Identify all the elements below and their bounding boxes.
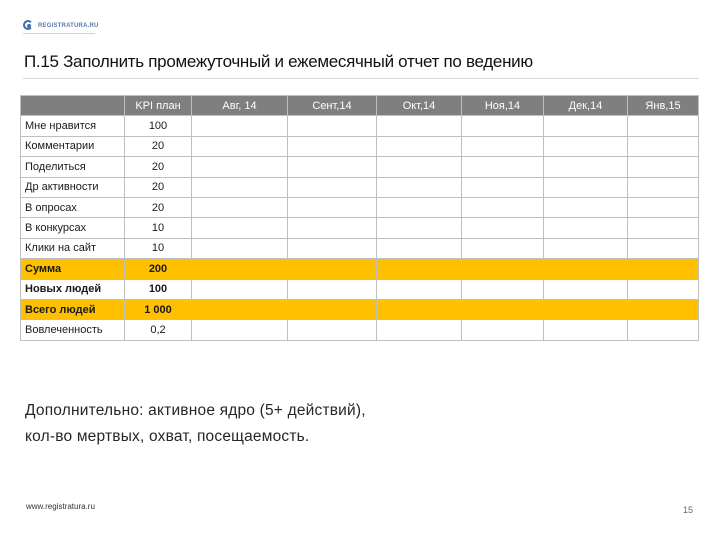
month-cell <box>544 116 628 136</box>
table-row <box>21 320 699 340</box>
row-plan-value: 10 <box>125 218 192 238</box>
logo-divider <box>23 33 95 34</box>
row-plan-value: 20 <box>125 157 192 177</box>
table-header-month: Ноя,14 <box>462 96 544 116</box>
row-plan-value: 20 <box>125 136 192 156</box>
month-cell <box>288 320 377 340</box>
month-cell <box>377 136 462 156</box>
month-cell <box>377 279 462 299</box>
month-cell <box>288 259 377 279</box>
month-cell <box>288 177 377 197</box>
month-cell <box>628 320 699 340</box>
month-cell <box>628 218 699 238</box>
month-cell <box>288 116 377 136</box>
month-cell <box>462 259 544 279</box>
title-divider <box>23 78 699 79</box>
row-label: Др активности <box>21 177 125 197</box>
table-header-month: Авг, 14 <box>192 96 288 116</box>
table-header-month: Янв,15 <box>628 96 699 116</box>
table-header-row <box>21 96 699 116</box>
month-cell <box>462 136 544 156</box>
additional-note <box>25 398 366 450</box>
month-cell <box>288 218 377 238</box>
month-cell <box>628 136 699 156</box>
month-cell <box>192 259 288 279</box>
month-cell <box>544 279 628 299</box>
month-cell <box>462 320 544 340</box>
row-plan-value: 20 <box>125 197 192 217</box>
table-row <box>21 279 699 299</box>
month-cell <box>192 157 288 177</box>
month-cell <box>377 157 462 177</box>
month-cell <box>544 177 628 197</box>
month-cell <box>544 238 628 258</box>
month-cell <box>192 218 288 238</box>
month-cell <box>377 177 462 197</box>
table-row <box>21 177 699 197</box>
month-cell <box>192 279 288 299</box>
table-row <box>21 218 699 238</box>
month-cell <box>544 259 628 279</box>
month-cell <box>628 279 699 299</box>
month-cell <box>377 197 462 217</box>
logo <box>23 20 99 32</box>
row-label: Сумма <box>21 259 125 279</box>
month-cell <box>288 238 377 258</box>
month-cell <box>288 299 377 319</box>
row-plan-value: 1 000 <box>125 299 192 319</box>
month-cell <box>544 136 628 156</box>
month-cell <box>377 116 462 136</box>
month-cell <box>628 116 699 136</box>
row-label: Поделиться <box>21 157 125 177</box>
month-cell <box>192 299 288 319</box>
month-cell <box>628 197 699 217</box>
row-label: Комментарии <box>21 136 125 156</box>
note-line-1: Дополнительно: активное ядро (5+ действий), <box>25 402 366 419</box>
month-cell <box>462 157 544 177</box>
month-cell <box>192 320 288 340</box>
month-cell <box>462 299 544 319</box>
month-cell <box>628 299 699 319</box>
footer-url: www.registratura.ru <box>26 502 95 511</box>
month-cell <box>628 259 699 279</box>
kpi-table <box>20 95 699 341</box>
table-header-month: Дек,14 <box>544 96 628 116</box>
row-plan-value: 0,2 <box>125 320 192 340</box>
month-cell <box>377 218 462 238</box>
table-row <box>21 299 699 319</box>
month-cell <box>544 320 628 340</box>
row-label: В опросах <box>21 197 125 217</box>
month-cell <box>192 177 288 197</box>
table-header-kpi-plan: KPI план <box>125 96 192 116</box>
row-plan-value: 20 <box>125 177 192 197</box>
month-cell <box>192 116 288 136</box>
month-cell <box>462 177 544 197</box>
note-line-2: кол-во мертвых, охват, посещаемость. <box>25 428 310 445</box>
month-cell <box>462 279 544 299</box>
row-label: Всего людей <box>21 299 125 319</box>
logo-text: REGISTRATURA.RU <box>38 23 99 29</box>
month-cell <box>462 218 544 238</box>
row-label: Клики на сайт <box>21 238 125 258</box>
month-cell <box>628 238 699 258</box>
month-cell <box>544 218 628 238</box>
table-header-month: Окт,14 <box>377 96 462 116</box>
month-cell <box>192 136 288 156</box>
row-plan-value: 100 <box>125 279 192 299</box>
month-cell <box>544 299 628 319</box>
logo-icon <box>23 20 35 32</box>
page-number: 15 <box>683 505 694 515</box>
row-plan-value: 100 <box>125 116 192 136</box>
month-cell <box>288 157 377 177</box>
month-cell <box>377 320 462 340</box>
month-cell <box>544 197 628 217</box>
table-header-corner <box>21 96 125 116</box>
table-row <box>21 197 699 217</box>
month-cell <box>377 238 462 258</box>
month-cell <box>192 238 288 258</box>
month-cell <box>544 157 628 177</box>
row-label: В конкурсах <box>21 218 125 238</box>
slide-title: П.15 Заполнить промежуточный и ежемесячный отчет по ведению <box>24 52 533 71</box>
month-cell <box>462 197 544 217</box>
table-header-month: Сент,14 <box>288 96 377 116</box>
row-plan-value: 10 <box>125 238 192 258</box>
month-cell <box>377 259 462 279</box>
row-label: Новых людей <box>21 279 125 299</box>
month-cell <box>628 177 699 197</box>
month-cell <box>462 116 544 136</box>
table-row <box>21 157 699 177</box>
month-cell <box>377 299 462 319</box>
month-cell <box>192 197 288 217</box>
month-cell <box>462 238 544 258</box>
row-label: Вовлеченность <box>21 320 125 340</box>
month-cell <box>288 197 377 217</box>
row-label: Мне нравится <box>21 116 125 136</box>
table-row <box>21 238 699 258</box>
table-row <box>21 136 699 156</box>
table-row <box>21 259 699 279</box>
month-cell <box>628 157 699 177</box>
table-row <box>21 116 699 136</box>
month-cell <box>288 136 377 156</box>
row-plan-value: 200 <box>125 259 192 279</box>
month-cell <box>288 279 377 299</box>
